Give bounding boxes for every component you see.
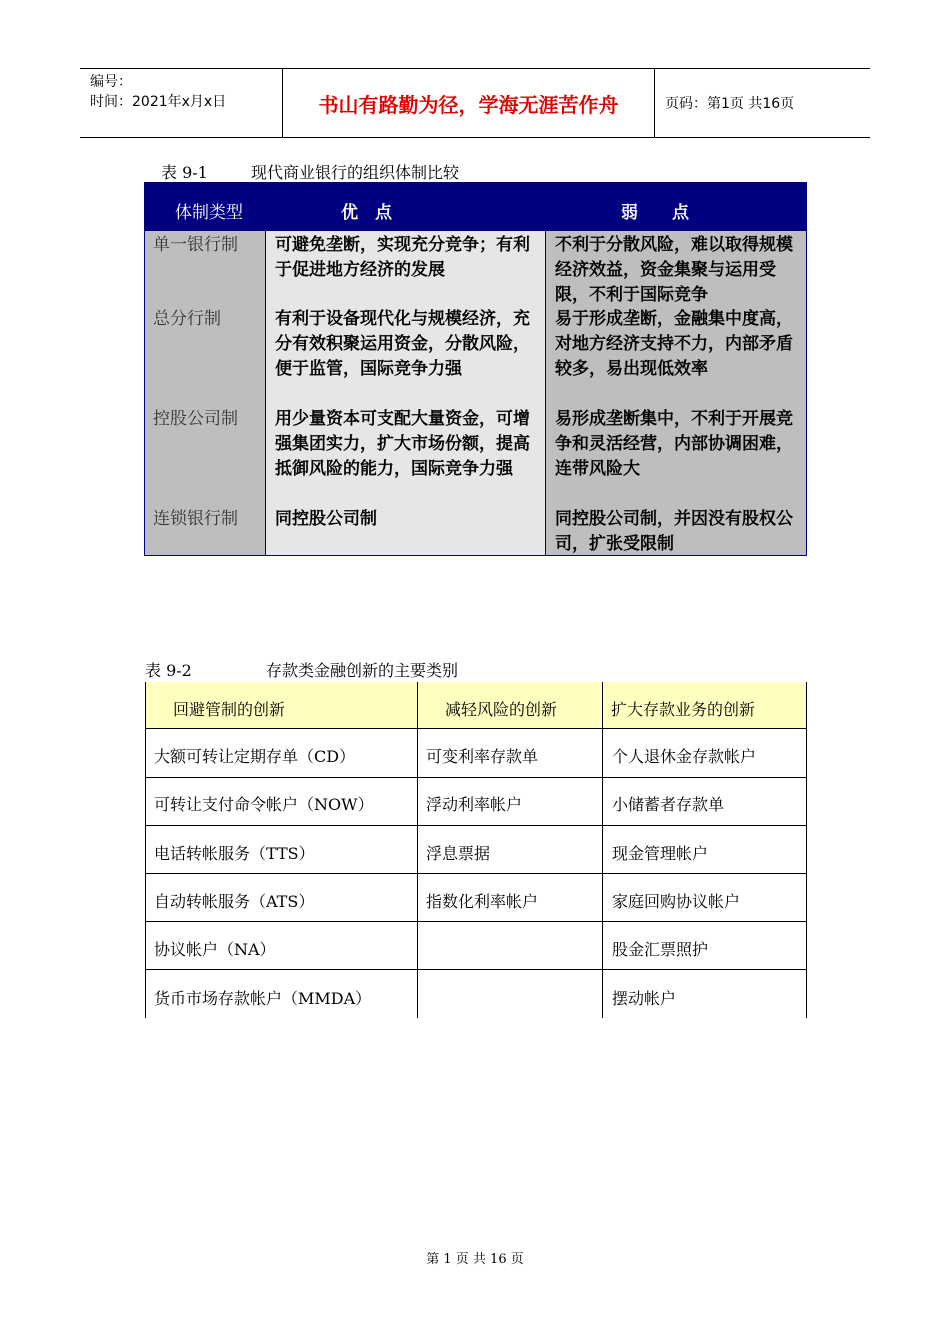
table2-deposit-innovation [145, 682, 807, 1018]
table2-cell: 浮动利率帐户 [426, 795, 523, 814]
table1-caption-title: 现代商业银行的组织体制比较 [251, 163, 460, 182]
table1-cons-cell: 易形成垄断集中，不利于开展竞争和灵活经营，内部协调困难，连带风险大 [555, 409, 793, 479]
table2-cell: 指数化利率帐户 [426, 892, 539, 911]
table1-column-pros [265, 231, 546, 555]
table2-border [145, 969, 807, 970]
table1-cons-cell: 易于形成垄断，金融集中度高，对地方经济支持不力，内部矛盾较多，易出现低效率 [555, 309, 793, 379]
table2-border [602, 682, 603, 1018]
table2-border [145, 873, 807, 874]
table1-type-cell: 单一银行制 [153, 235, 238, 255]
table2-cell: 现金管理帐户 [612, 844, 709, 863]
table2-caption-title: 存款类金融创新的主要类别 [266, 661, 459, 680]
table1-type-cell: 连锁银行制 [153, 509, 238, 529]
table1-type-cell: 控股公司制 [153, 409, 238, 429]
table1-pros-cell: 可避免垄断，实现充分竞争；有利于促进地方经济的发展 [275, 235, 530, 280]
table1-pros-cell: 同控股公司制 [275, 509, 377, 529]
table2-cell: 小储蓄者存款单 [612, 795, 725, 814]
table1-caption-number: 表 9-1 [161, 163, 208, 182]
table2-cell: 浮息票据 [426, 844, 491, 863]
table1-cons-cell: 不利于分散风险，难以取得规模经济效益，资金集聚与运用受限，不利于国际竞争 [555, 235, 793, 305]
table2-cell: 股金汇票照护 [612, 940, 709, 959]
table2-border [145, 777, 807, 778]
document-time: 时间：2021年x月x日 [90, 94, 227, 110]
table1-column-type [145, 231, 265, 555]
table2-cell: 可转让支付命令帐户（NOW） [154, 795, 374, 814]
table1-header-cons: 弱 点 [621, 203, 689, 223]
table2-cell: 摆动帐户 [612, 989, 677, 1008]
table1-caption [161, 160, 459, 183]
table1-cons-cell: 同控股公司制，并因没有股权公司，扩张受限制 [555, 509, 793, 554]
page-footer: 第 1 页 共 16 页 [426, 1252, 524, 1267]
table1-pros-cell: 用少量资本可支配大量资金，可增强集团实力，扩大市场份额，提高抵御风险的能力，国际竞争力强 [275, 409, 530, 479]
table2-cell: 家庭回购协议帐户 [612, 892, 741, 911]
table2-border [417, 682, 418, 1018]
table2-border [145, 682, 146, 1018]
table2-cell: 货币市场存款帐户（MMDA） [154, 989, 372, 1008]
table2-header-cell: 回避管制的创新 [173, 700, 286, 719]
table2-border [145, 921, 807, 922]
table1-bank-structure [144, 182, 807, 556]
table1-header-pros: 优 点 [341, 203, 392, 223]
table2-border [145, 728, 807, 729]
table2-cell: 可变利率存款单 [426, 747, 539, 766]
table2-cell: 协议帐户（NA） [154, 940, 276, 959]
table2-cell: 电话转帐服务（TTS） [154, 844, 315, 863]
header-page-number: 页码：第1页 共16页 [665, 96, 795, 112]
table2-cell: 大额可转让定期存单（CD） [154, 747, 356, 766]
header-meta [80, 69, 282, 137]
table1-type-cell: 总分行制 [153, 309, 221, 329]
table2-border [806, 682, 807, 1018]
table1-header-type: 体制类型 [175, 203, 243, 223]
page-header [80, 68, 870, 138]
table2-border [145, 825, 807, 826]
table1-header-row [145, 183, 806, 231]
table2-cell: 个人退休金存款帐户 [612, 747, 757, 766]
table2-header-cell: 减轻风险的创新 [445, 700, 558, 719]
header-motto: 书山有路勤为径，学海无涯苦作舟 [282, 69, 655, 137]
table1-pros-cell: 有利于设备现代化与规模经济，充分有效积聚运用资金，分散风险，便于监管，国际竞争力强 [275, 309, 530, 379]
table2-cell: 自动转帐服务（ATS） [154, 892, 315, 911]
table2-caption [145, 658, 458, 681]
document-number: 编号： [90, 74, 132, 90]
table2-header-cell: 扩大存款业务的创新 [611, 700, 756, 719]
table2-caption-number: 表 9-2 [145, 661, 192, 680]
table1-column-cons [546, 231, 806, 555]
